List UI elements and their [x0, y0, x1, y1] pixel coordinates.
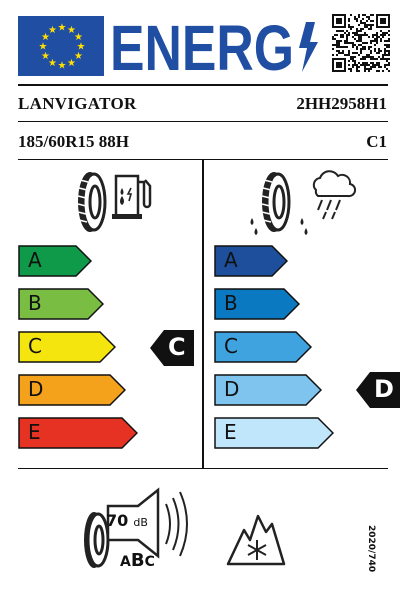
- wet-grade-letter: E: [224, 420, 237, 444]
- fuel-grade-letter: C: [28, 334, 42, 358]
- svg-text:★: ★: [48, 25, 57, 37]
- svg-text:★: ★: [67, 25, 76, 37]
- qr-code-icon: [332, 14, 390, 72]
- svg-text:★: ★: [57, 60, 67, 72]
- eu-flag-icon: [18, 16, 104, 76]
- svg-text:★: ★: [73, 32, 83, 43]
- svg-text:★: ★: [41, 51, 51, 62]
- svg-text:★: ★: [76, 41, 86, 53]
- fuel-grade-a: [18, 245, 92, 275]
- fuel-grade-b: [18, 288, 104, 318]
- noise-db-unit: dB: [133, 516, 148, 529]
- fuel-grade-c: [18, 331, 116, 361]
- fuel-grade-letter: B: [28, 291, 42, 315]
- svg-text:★: ★: [48, 57, 57, 69]
- header-divider: [18, 84, 388, 86]
- fuel-grade-letter: E: [28, 420, 41, 444]
- model-code: 2HH2958H1: [296, 94, 387, 113]
- fuel-grade-letter: D: [28, 377, 44, 401]
- wet-grade-letter: C: [224, 334, 238, 358]
- wet-grade-letter: D: [224, 377, 240, 401]
- svg-text:★: ★: [73, 51, 83, 62]
- svg-text:★: ★: [57, 22, 67, 34]
- bottom-divider: [18, 468, 388, 469]
- wet-grade-e: [214, 417, 334, 447]
- wet-rating-indicator: [356, 372, 400, 408]
- wet-grade-letter: B: [224, 291, 238, 315]
- fuel-grade-letter: A: [28, 248, 42, 272]
- wet-grade-a: [214, 245, 288, 275]
- wet-rating-letter: D: [374, 375, 394, 403]
- fuel-grade-e: [18, 417, 138, 447]
- svg-text:★: ★: [38, 41, 48, 53]
- tyre-size: 185/60R15 88H: [18, 132, 129, 151]
- tyre-rain-cloud-icon: [246, 166, 358, 242]
- brand-divider: [18, 121, 388, 122]
- noise-class: ABC: [120, 550, 155, 571]
- center-divider: [202, 160, 204, 468]
- regulation-number: 2020/740: [366, 525, 376, 573]
- svg-text:★: ★: [67, 57, 76, 69]
- wet-grade-letter: A: [224, 248, 238, 272]
- svg-text:★: ★: [41, 32, 51, 43]
- energy-label-title: [110, 14, 320, 78]
- fuel-grade-d: [18, 374, 126, 404]
- brand-name: LANVIGATOR: [18, 94, 137, 113]
- wet-grade-b: [214, 288, 300, 318]
- wet-grade-d: [214, 374, 322, 404]
- three-peak-snowflake-icon: [226, 508, 286, 570]
- fuel-rating-indicator: [150, 330, 194, 366]
- tyre-fuel-pump-icon: [62, 166, 162, 240]
- wet-grade-c: [214, 331, 312, 361]
- noise-value: [106, 511, 152, 530]
- noise-db-number: 70: [106, 511, 129, 530]
- fuel-rating-letter: C: [168, 333, 186, 361]
- lightning-icon: [299, 22, 318, 72]
- tyre-class: C1: [366, 132, 387, 151]
- energy-word: ENERG: [110, 14, 294, 78]
